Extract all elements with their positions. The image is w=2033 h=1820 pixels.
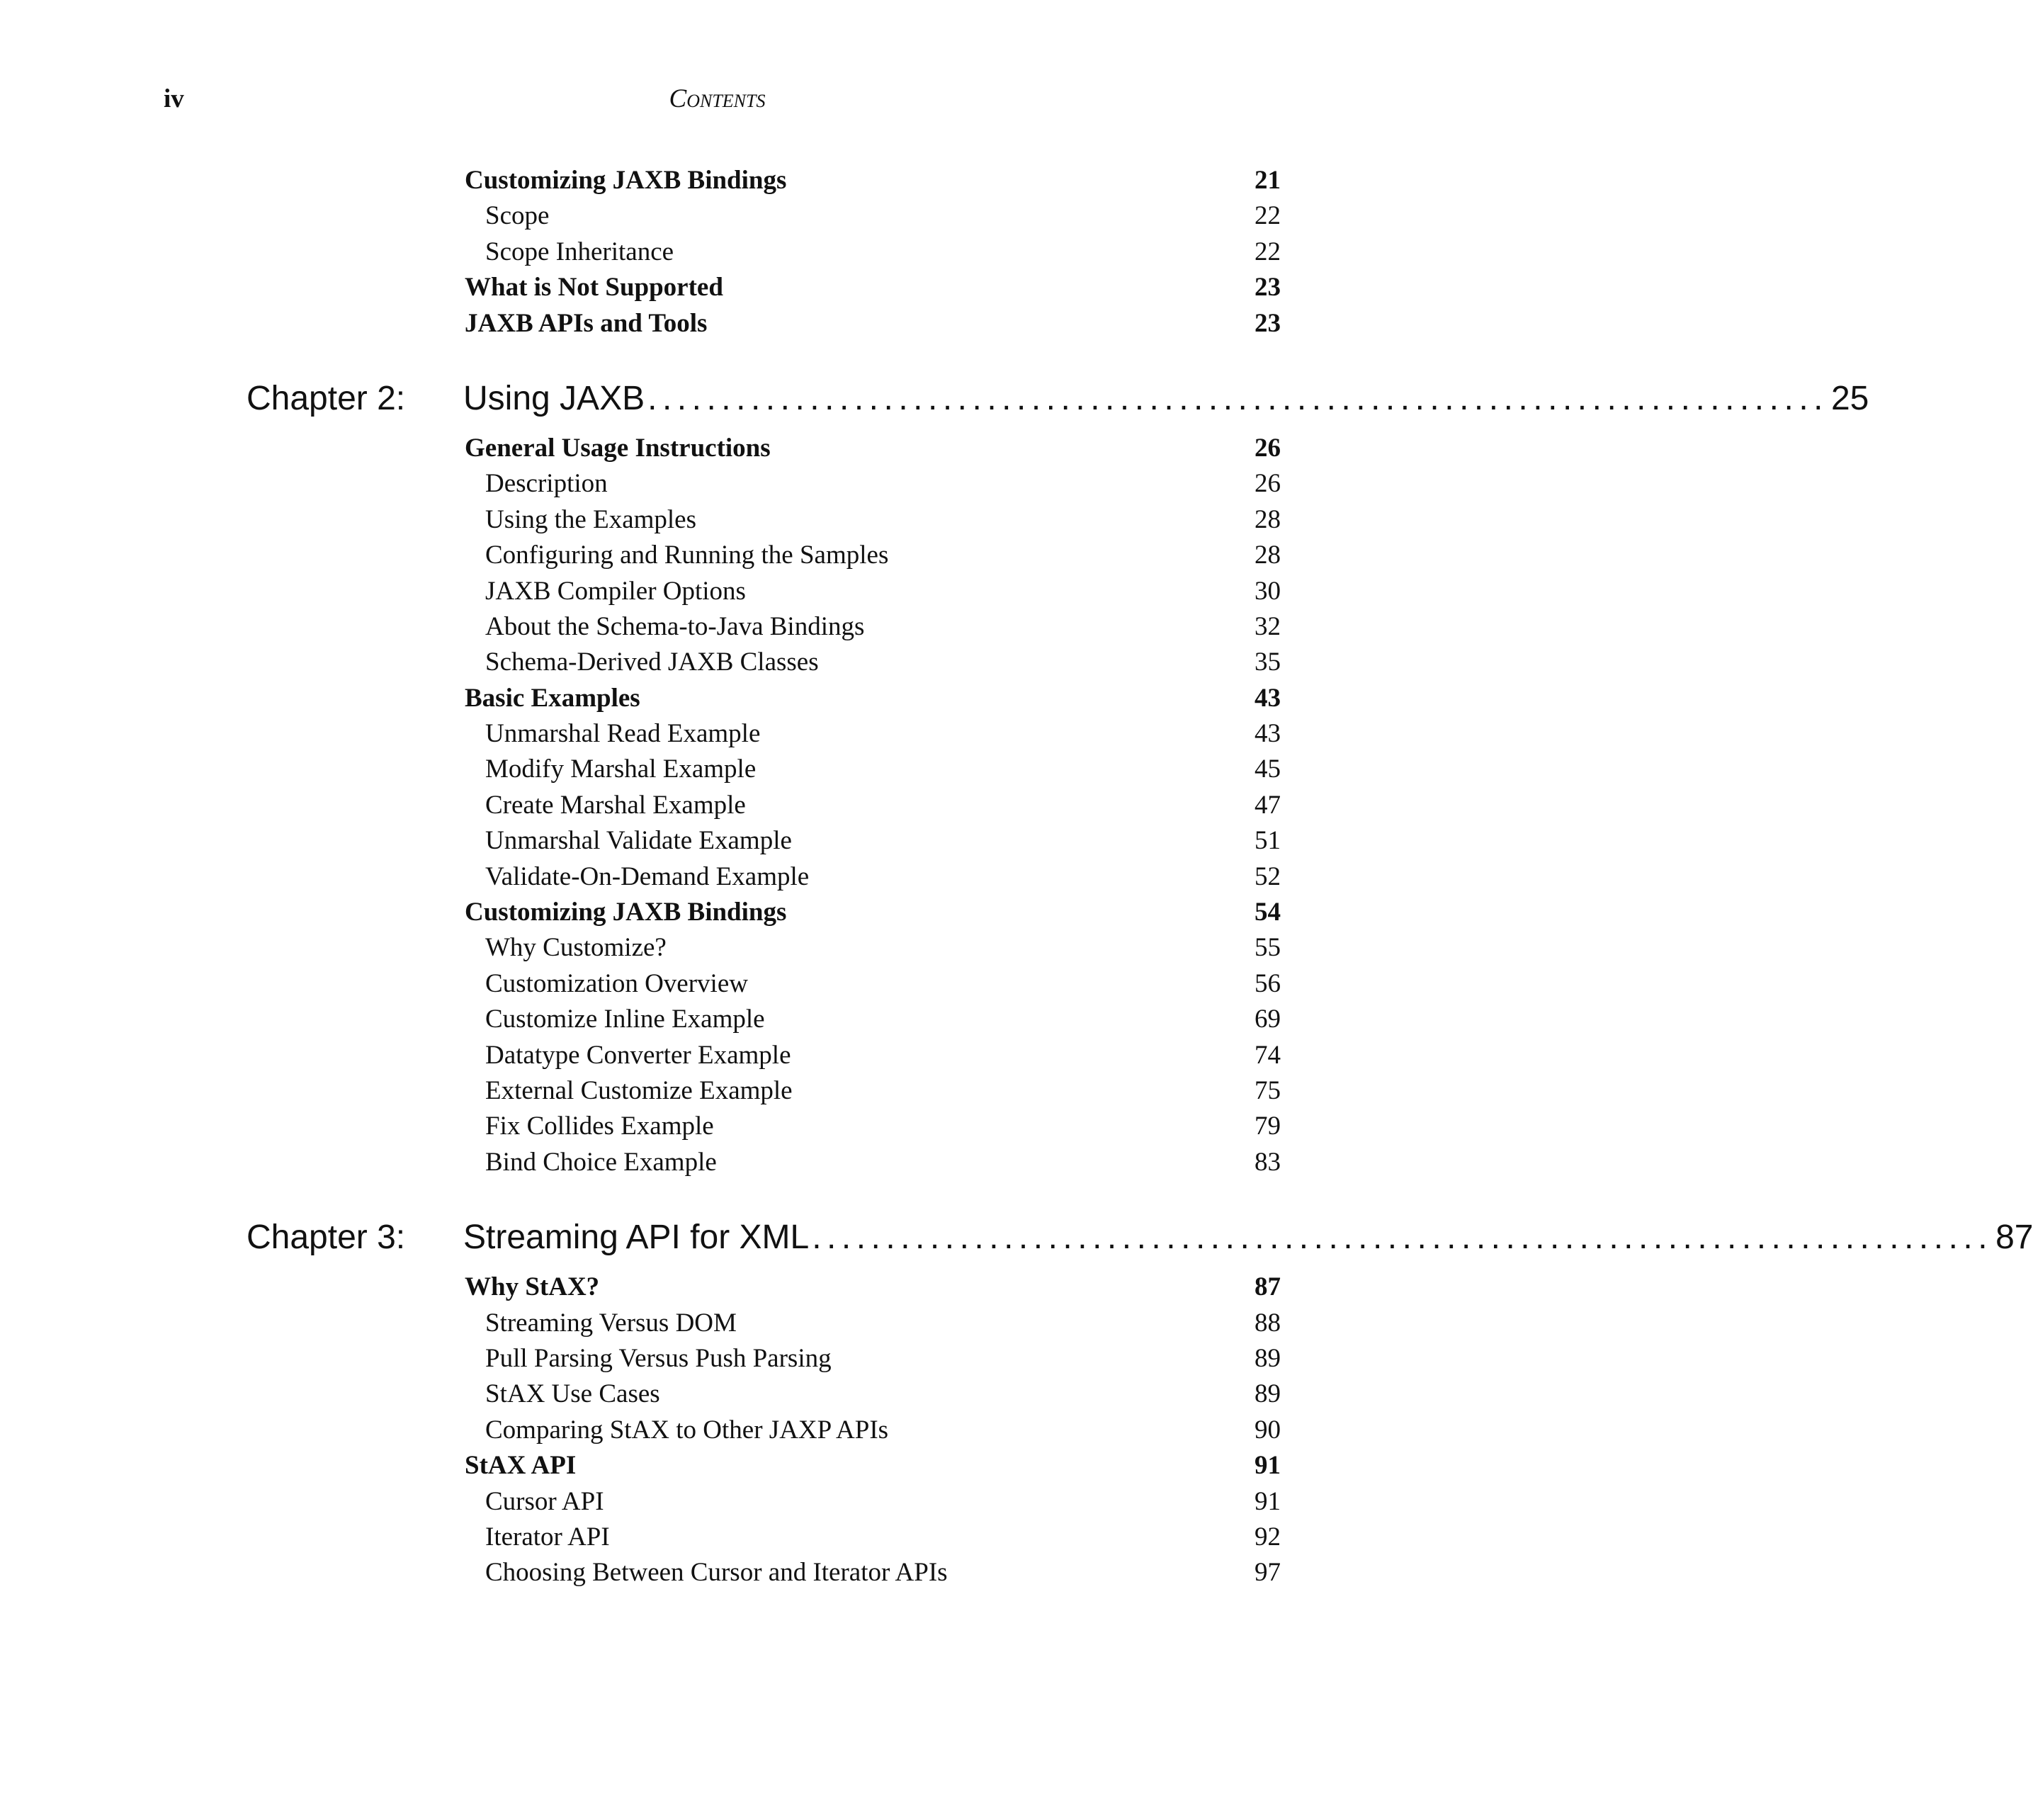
chapter-heading[interactable] (0, 379, 1869, 419)
entry-title: Configuring and Running the Samples (485, 541, 889, 570)
toc-subsection-entry[interactable] (465, 234, 1281, 270)
entry-title: Schema-Derived JAXB Classes (485, 648, 819, 677)
toc-entries (465, 163, 1281, 341)
toc-entries (465, 431, 1281, 1180)
toc-subsection-entry[interactable] (465, 1413, 1281, 1448)
entry-title: StAX Use Cases (485, 1379, 660, 1409)
entry-title: Iterator API (485, 1522, 610, 1551)
entry-title: Customize Inline Example (485, 1005, 765, 1034)
entry-title: Why Customize? (485, 933, 667, 963)
entry-title: Datatype Converter Example (485, 1040, 791, 1070)
toc-subsection-entry[interactable] (465, 1341, 1281, 1377)
toc-subsection-entry[interactable] (465, 609, 1281, 645)
entry-page-number: 56 (1255, 968, 1281, 998)
toc-section (0, 1218, 2033, 1591)
toc-subsection-entry[interactable] (465, 1484, 1281, 1520)
entry-title: StAX API (465, 1451, 577, 1481)
entry-page-number: 79 (1255, 1112, 1281, 1141)
chapter-label: Chapter 3: (247, 1219, 406, 1257)
entry-page-number: 74 (1255, 1040, 1281, 1070)
entry-page-number: 26 (1255, 433, 1281, 463)
toc-section-entry[interactable] (465, 270, 1281, 305)
toc-section-entry[interactable] (465, 681, 1281, 716)
toc-section-entry[interactable] (465, 1448, 1281, 1483)
entry-page-number: 75 (1255, 1075, 1281, 1105)
entry-page-number: 90 (1255, 1415, 1281, 1445)
toc-subsection-entry[interactable] (465, 502, 1281, 538)
toc-subsection-entry[interactable] (465, 198, 1281, 234)
toc-section (0, 379, 1869, 1180)
entry-title: About the Schema-to-Java Bindings (485, 611, 865, 641)
entry-title: Description (485, 469, 608, 499)
toc-subsection-entry[interactable] (465, 788, 1281, 823)
toc-section-entry[interactable] (465, 306, 1281, 341)
entry-title: Scope (485, 201, 550, 231)
toc-subsection-entry[interactable] (465, 1038, 1281, 1073)
entry-title: Comparing StAX to Other JAXP APIs (485, 1415, 889, 1445)
entry-page-number: 22 (1255, 201, 1281, 231)
toc-subsection-entry[interactable] (465, 823, 1281, 859)
entry-title: General Usage Instructions (465, 433, 771, 463)
entry-title: What is Not Supported (465, 273, 723, 303)
toc-section-entry[interactable] (465, 431, 1281, 466)
entry-page-number: 35 (1255, 648, 1281, 677)
entry-title: Fix Collides Example (485, 1112, 714, 1141)
toc-subsection-entry[interactable] (465, 1377, 1281, 1412)
entry-page-number: 88 (1255, 1308, 1281, 1338)
entry-page-number: 21 (1255, 166, 1281, 195)
toc-subsection-entry[interactable] (465, 538, 1281, 573)
page-number: iv (164, 84, 184, 113)
entry-title: Bind Choice Example (485, 1147, 717, 1177)
entry-page-number: 23 (1255, 308, 1281, 338)
dot-leader: ................................................................................ (647, 379, 1828, 417)
dot-leader: ................................................................................ (812, 1219, 1993, 1257)
page-header (0, 84, 1451, 119)
toc-subsection-entry[interactable] (465, 1002, 1281, 1037)
toc-subsection-entry[interactable] (465, 716, 1281, 752)
chapter-label: Chapter 2: (247, 379, 406, 417)
running-head: Contents (669, 84, 766, 113)
toc-subsection-entry[interactable] (465, 1555, 1281, 1590)
entry-page-number: 32 (1255, 611, 1281, 641)
entry-title: Unmarshal Read Example (485, 719, 761, 749)
entry-title: Cursor API (485, 1486, 604, 1516)
toc-section-entry[interactable] (465, 1270, 1281, 1305)
chapter-page-number: 25 (1830, 379, 1869, 417)
chapter-title-line (463, 1218, 2033, 1257)
entry-title: Customizing JAXB Bindings (465, 898, 787, 927)
entry-page-number: 47 (1255, 790, 1281, 820)
entry-page-number: 45 (1255, 754, 1281, 784)
chapter-heading[interactable] (0, 1218, 2033, 1257)
entry-title: Choosing Between Cursor and Iterator APIs (485, 1558, 948, 1588)
entry-page-number: 69 (1255, 1005, 1281, 1034)
toc-subsection-entry[interactable] (465, 752, 1281, 787)
entry-page-number: 91 (1255, 1486, 1281, 1516)
toc-subsection-entry[interactable] (465, 574, 1281, 609)
entry-page-number: 28 (1255, 504, 1281, 534)
toc-subsection-entry[interactable] (465, 1306, 1281, 1341)
chapter-title: Using JAXB (463, 379, 645, 417)
entry-title: Create Marshal Example (485, 790, 746, 820)
entry-page-number: 83 (1255, 1147, 1281, 1177)
entry-title: Customization Overview (485, 968, 748, 998)
toc-section-entry[interactable] (465, 163, 1281, 198)
entry-page-number: 43 (1255, 719, 1281, 749)
entry-page-number: 26 (1255, 469, 1281, 499)
entry-page-number: 54 (1255, 898, 1281, 927)
toc-subsection-entry[interactable] (465, 1145, 1281, 1180)
entry-page-number: 87 (1255, 1272, 1281, 1302)
entry-page-number: 28 (1255, 541, 1281, 570)
toc-section-entry[interactable] (465, 895, 1281, 930)
entry-title: Customizing JAXB Bindings (465, 166, 787, 195)
toc-subsection-entry[interactable] (465, 1109, 1281, 1144)
toc-subsection-entry[interactable] (465, 930, 1281, 966)
chapter-page-number: 87 (1995, 1219, 2033, 1257)
entry-title: External Customize Example (485, 1075, 793, 1105)
entry-page-number: 89 (1255, 1379, 1281, 1409)
entry-page-number: 89 (1255, 1343, 1281, 1373)
entry-title: Pull Parsing Versus Push Parsing (485, 1343, 832, 1373)
entry-page-number: 22 (1255, 237, 1281, 266)
entry-title: Streaming Versus DOM (485, 1308, 737, 1338)
entry-page-number: 43 (1255, 683, 1281, 713)
entry-title: JAXB Compiler Options (485, 576, 746, 606)
entry-title: Unmarshal Validate Example (485, 826, 792, 856)
entry-title: Scope Inheritance (485, 237, 674, 266)
entry-page-number: 23 (1255, 273, 1281, 303)
entry-page-number: 55 (1255, 933, 1281, 963)
entry-title: Using the Examples (485, 504, 697, 534)
toc-subsection-entry[interactable] (465, 466, 1281, 502)
toc-subsection-entry[interactable] (465, 1073, 1281, 1109)
toc-subsection-entry[interactable] (465, 966, 1281, 1002)
entry-page-number: 51 (1255, 826, 1281, 856)
toc-subsection-entry[interactable] (465, 859, 1281, 895)
chapter-title-line (463, 379, 1869, 419)
toc-subsection-entry[interactable] (465, 1520, 1281, 1555)
entry-title: Basic Examples (465, 683, 640, 713)
toc-entries (465, 1270, 1281, 1591)
entry-title: Modify Marshal Example (485, 754, 757, 784)
chapter-title: Streaming API for XML (463, 1219, 810, 1257)
entry-page-number: 30 (1255, 576, 1281, 606)
entry-title: Validate-On-Demand Example (485, 861, 810, 891)
entry-title: JAXB APIs and Tools (465, 308, 708, 338)
table-of-contents (0, 163, 2033, 1591)
entry-page-number: 92 (1255, 1522, 1281, 1551)
toc-subsection-entry[interactable] (465, 645, 1281, 680)
entry-title: Why StAX? (465, 1272, 600, 1302)
toc-section (0, 163, 1451, 341)
entry-page-number: 52 (1255, 861, 1281, 891)
entry-page-number: 91 (1255, 1451, 1281, 1481)
entry-page-number: 97 (1255, 1558, 1281, 1588)
